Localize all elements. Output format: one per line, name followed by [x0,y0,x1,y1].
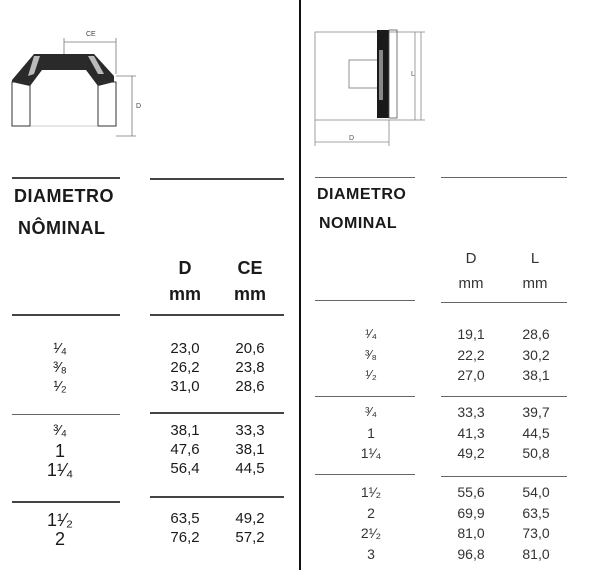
drawing-label-d: D [136,103,142,110]
heading-rule-left [12,177,120,179]
nominal-cell: ¹⁄₄ [365,326,377,341]
ce-cell: 20,6 [235,340,265,357]
cap-fitting-drawing [4,30,144,140]
heading-diametro: DIAMETRO [14,186,114,206]
header-bottom-rule-values-right [441,302,567,303]
nominal-cell: 1 [54,441,65,461]
d-cell: 23,0 [170,340,200,357]
left-group-3 [0,510,299,548]
col-d-unit: mm [168,284,201,304]
table-row [301,326,600,347]
values-rule-left [150,178,284,180]
group-rule-values [150,412,284,414]
d-cell: 56,4 [170,460,200,477]
d-cell: 22,2 [457,346,485,363]
d-cell: 76,2 [170,529,200,546]
nominal-cell: 3 [367,545,375,562]
ce-cell: 33,3 [235,422,265,439]
table-row [0,359,299,378]
drawing-label-l: L [411,71,415,78]
d-cell: 41,3 [457,424,485,441]
ce-cell: 44,5 [235,460,265,477]
right-group-3 [301,484,600,566]
l-cell: 81,0 [522,545,550,562]
table-row [0,441,299,460]
left-group-2 [0,422,299,479]
nominal-cell: ¹⁄₄ [53,340,67,357]
nominal-cell: 1¹⁄₄ [360,445,382,461]
table-row [0,422,299,441]
d-cell: 31,0 [170,378,200,395]
group-rule-left [12,414,120,415]
col-l-label-right: L [530,250,540,267]
left-group-1 [0,340,299,397]
table-row [301,425,600,446]
nominal-cell: ¹⁄₂ [53,378,67,395]
d-cell: 55,6 [457,484,485,500]
d-cell: 19,1 [457,326,485,342]
d-cell: 81,0 [457,525,485,541]
d-cell: 69,9 [457,504,485,521]
col-d-label-right: D [465,250,477,267]
table-row [0,529,299,548]
l-cell: 38,1 [522,367,550,383]
d-cell: 27,0 [457,367,485,383]
nominal-cell: 1¹⁄₂ [47,510,73,530]
heading-diametro-right: DIAMETRO [317,186,407,203]
table-row [0,378,299,397]
d-cell: 47,6 [170,441,200,458]
d-cell: 49,2 [457,445,485,461]
d-cell: 63,5 [170,510,200,527]
nominal-cell: 1¹⁄₂ [360,484,382,500]
group-rule-left-2 [12,501,120,503]
heading-nominal-right: NOMINAL [319,215,398,232]
col-ce-unit: mm [233,284,266,304]
values-rule-right [441,177,567,178]
header-bottom-rule-right [315,300,415,301]
nominal-cell: 2 [54,529,65,549]
table-row [0,460,299,479]
col-d-label: D [178,258,192,278]
drawing-label-d-right: D [349,135,355,142]
ce-cell: 23,8 [235,359,265,376]
l-cell: 39,7 [522,404,550,420]
heading-nominal: NÔMINAL [18,218,106,238]
nominal-cell: ³⁄₄ [365,404,377,419]
table-row [0,340,299,359]
col-l-unit-right: mm [522,275,548,292]
nominal-cell: 1 [367,424,375,441]
d-cell: 33,3 [457,404,485,420]
nominal-cell: ¹⁄₂ [365,367,377,382]
nominal-cell: ³⁄₈ [365,346,377,362]
group-rule-values-2 [150,496,284,498]
nominal-cell: 1¹⁄₄ [46,460,74,480]
table-row [301,367,600,388]
d-cell: 26,2 [170,359,200,376]
group-rule-values-right-2 [441,476,567,477]
table-row [301,525,600,546]
heading-rule-right [315,177,415,178]
ce-cell: 38,1 [235,441,265,458]
drawing-label-ce: CE [86,31,96,38]
nominal-cell: 2¹⁄₂ [360,525,382,541]
right-group-1 [301,326,600,388]
table-row [301,347,600,368]
group-rule-right [315,396,415,397]
ce-cell: 49,2 [235,510,265,527]
table-row [301,404,600,425]
l-cell: 50,8 [522,445,550,461]
right-group-2 [301,404,600,466]
l-cell: 54,0 [522,484,550,500]
coupling-fitting-drawing [311,26,441,150]
header-bottom-rule-values [150,314,284,316]
left-panel [0,0,299,570]
right-panel [301,0,600,570]
table-row [301,505,600,526]
d-cell: 96,8 [457,545,485,562]
group-rule-values-right [441,396,567,397]
l-cell: 63,5 [522,504,550,521]
l-cell: 28,6 [522,326,550,342]
l-cell: 44,5 [522,424,550,441]
nominal-cell: 2 [367,504,375,521]
nominal-cell: ³⁄₈ [53,359,67,376]
table-row [301,484,600,505]
table-row [0,510,299,529]
group-rule-right-2 [315,474,415,475]
col-d-unit-right: mm [458,275,484,292]
col-ce-label: CE [237,258,263,278]
table-row [301,445,600,466]
ce-cell: 57,2 [235,529,265,546]
header-bottom-rule-left [12,314,120,316]
d-cell: 38,1 [170,422,200,439]
l-cell: 73,0 [522,525,550,541]
nominal-cell: ³⁄₄ [53,422,67,439]
l-cell: 30,2 [522,346,550,363]
table-row [301,546,600,567]
ce-cell: 28,6 [235,378,265,395]
